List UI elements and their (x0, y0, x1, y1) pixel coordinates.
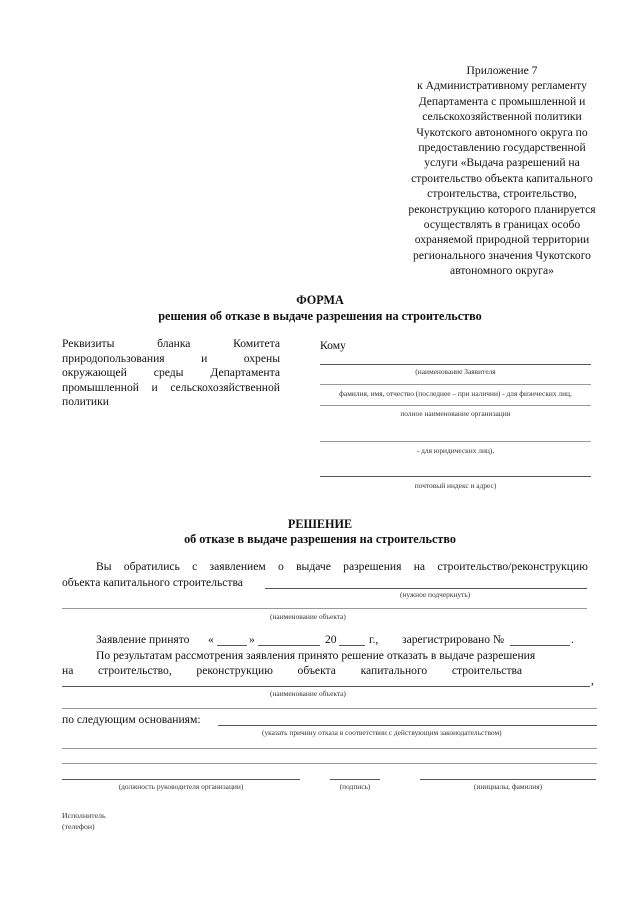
to-label: Кому (320, 339, 346, 352)
addressee-line-5 (320, 476, 591, 477)
paragraph-1-line-2: объекта капитального строительства (62, 576, 243, 589)
form-subtitle: решения об отказе в выдаче разрешения на строительство (158, 309, 482, 323)
blank-line-3 (62, 763, 597, 764)
appendix-line: строительства, строительство, (427, 187, 577, 201)
addressee-line-4 (320, 441, 591, 442)
appendix-line: предоставлению государственной (418, 141, 586, 155)
paragraph-1-word: разрешения (343, 560, 402, 573)
object-name-line-2 (62, 686, 590, 687)
hint-underline: (нужное подчеркнуть) (400, 590, 471, 599)
hint-object-2: (наименование объекта) (270, 689, 346, 698)
footer-phone: (телефон) (62, 822, 95, 831)
addressee-hint-3: полное наименование организации (400, 409, 511, 418)
registered-label: зарегистрировано № (402, 633, 505, 646)
appendix-line: строительство объекта капитального (411, 171, 593, 185)
paragraph-2-word: на (62, 664, 74, 677)
paragraph-1-word: на (413, 560, 426, 573)
appendix-line: сельскохозяйственной политики (422, 110, 582, 124)
hint-position: (должность руководителя организации) (118, 782, 244, 791)
paragraph-1-word: заявлением (209, 560, 266, 573)
comma-mark: , (591, 674, 594, 687)
footer-executor: Исполнитель (62, 811, 106, 820)
form-title: ФОРМА (296, 293, 344, 307)
blank-line-2 (62, 748, 597, 749)
year-suffix: г., (369, 633, 379, 646)
addressee-line-3 (320, 405, 591, 406)
addressee-line-1 (320, 364, 591, 365)
appendix-line: осуществлять в границах особо (423, 218, 581, 232)
decision-subtitle: об отказе в выдаче разрешения на строительство (184, 532, 456, 546)
grounds-field[interactable] (218, 725, 597, 726)
year-prefix: 20 (325, 633, 337, 646)
hint-signature: (подпись) (339, 782, 371, 791)
addressee-line-2 (320, 384, 591, 385)
month-field[interactable] (258, 645, 320, 646)
paragraph-1-word: строительство/реконструкцию (437, 560, 588, 573)
appendix-line: реконструкцию которого планируется (408, 202, 596, 216)
paragraph-1-word: Вы (96, 560, 112, 573)
day-quote-open: « (208, 633, 214, 646)
paragraph-2-word: капитального (360, 664, 428, 677)
appendix-block (376, 63, 628, 279)
day-quote-close: » (249, 633, 255, 646)
appendix-line: автономного округа» (450, 264, 554, 278)
hint-initials: (инициалы, фамилия) (473, 782, 543, 791)
signature-position-line[interactable] (62, 779, 300, 780)
appendix-line: Департамента с промышленной и (418, 94, 586, 108)
received-label: Заявление принято (96, 633, 190, 646)
addressee-hint-4: - для юридических лиц), (416, 446, 495, 455)
paragraph-1-word: о (278, 560, 284, 573)
paragraph-1-word: обратились (123, 560, 180, 573)
paragraph-1-line-1 (96, 560, 588, 573)
hint-reason: (указать причину отказа в соответствии с действующим законодательством) (262, 728, 502, 737)
paragraph-2-line-2 (62, 664, 522, 677)
signature-initials-line[interactable] (420, 779, 596, 780)
paragraph-2-word: реконструкцию (196, 664, 273, 677)
addressee-hint-1: (наименование Заявителя (415, 367, 496, 376)
addressee-hint-5: почтовый индекс и адрес) (414, 481, 497, 490)
appendix-line: Чукотского автономного округа по (416, 125, 588, 139)
period-mark: . (571, 633, 574, 646)
decision-title: РЕШЕНИЕ (287, 517, 353, 531)
paragraph-2-word: строительства (451, 664, 522, 677)
appendix-line: регионального значения Чукотского (413, 248, 591, 262)
blank-line-1 (62, 708, 597, 709)
day-field[interactable] (217, 645, 247, 646)
appendix-line: Приложение 7 (466, 64, 538, 77)
object-name-line (62, 608, 587, 609)
object-type-line (265, 588, 587, 589)
paragraph-2-word: строительство, (98, 664, 172, 677)
paragraph-1-word: с (192, 560, 198, 573)
paragraph-2-line-1: По результатам рассмотрения заявления принято решение отказать в выдаче разрешения (96, 649, 536, 662)
addressee-hint-2: фамилия, имя, отчество (последнее – при наличии) - для физических лиц, (339, 389, 572, 398)
appendix-line: охраняемой природной территории (414, 233, 590, 247)
signature-line[interactable] (330, 779, 380, 780)
registration-number-field[interactable] (510, 645, 570, 646)
appendix-line: услуги «Выдача разрешений на (424, 156, 580, 170)
hint-object-1: (наименование объекта) (270, 612, 346, 621)
paragraph-2-word: объекта (297, 664, 336, 677)
paragraph-1-word: выдаче (296, 560, 331, 573)
appendix-line: к Административному регламенту (417, 79, 587, 93)
year-field[interactable] (339, 645, 365, 646)
grounds-label: по следующим основаниям: (62, 713, 201, 726)
requisites-text: Реквизиты бланка Комитета природопользования и охрены окружающей среды Департамента промышленной и сельскохозяйственной политики (62, 337, 280, 409)
